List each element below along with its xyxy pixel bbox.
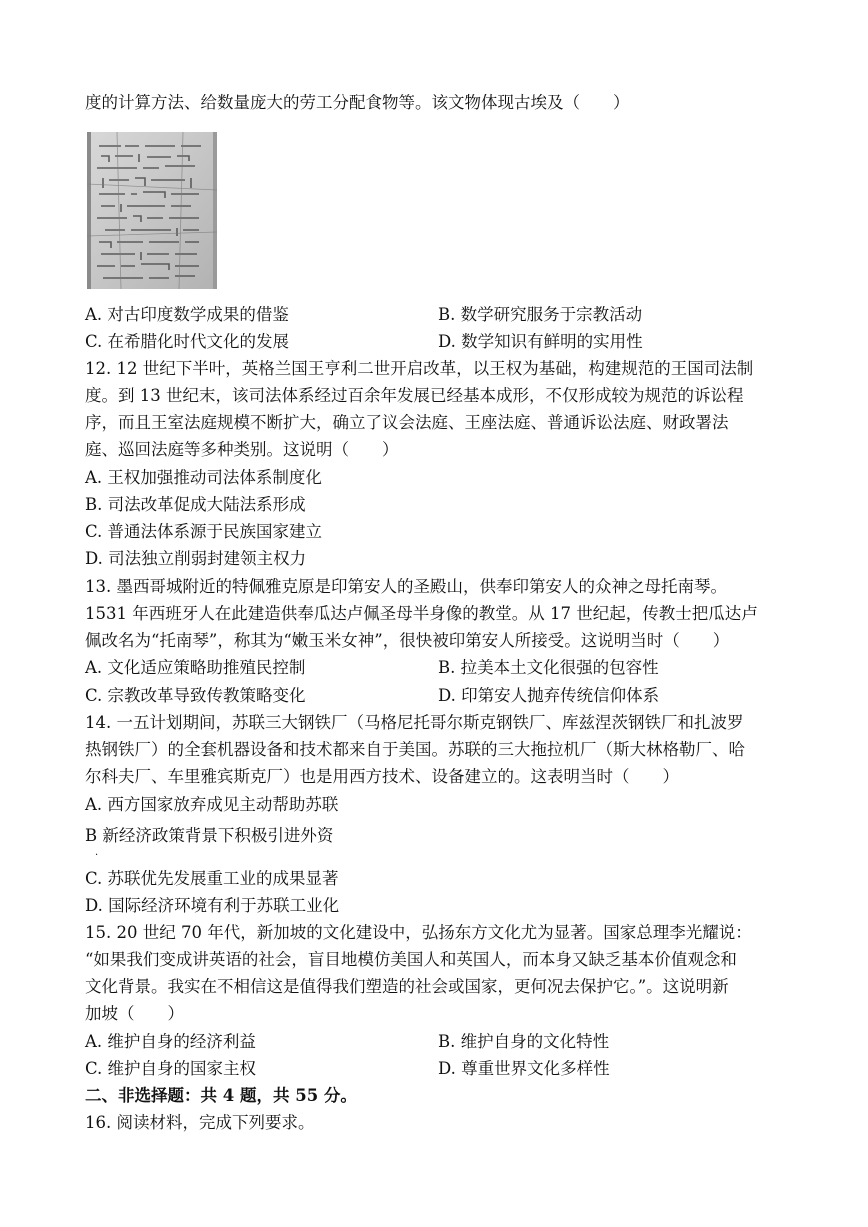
q12-option-b: B. 司法改革促成大陆法系形成 (85, 495, 306, 514)
q11-option-a: A. 对古印度数学成果的借鉴 (85, 305, 289, 324)
q13-option-b: B. 拉美本土文化很强的包容性 (438, 658, 659, 677)
q14-stem-line-1: 14. 一五计划期间，苏联三大钢铁厂（马格尼托哥尔斯克钢铁厂、库兹涅茨钢铁厂和扎波罗 (85, 713, 744, 732)
q12-option-a: A. 王权加强推动司法体系制度化 (85, 468, 322, 487)
q11-option-c: C. 在希腊化时代文化的发展 (85, 332, 290, 351)
q13-stem-line-3: 佩改名为“托南琴”，称其为“嫩玉米女神”，很快被印第安人所接受。这说明当时（ ） (85, 631, 730, 650)
q14-option-c: C. 苏联优先发展重工业的成果显著 (85, 869, 339, 888)
q13-stem-line-2: 1531 年西班牙人在此建造供奉瓜达卢佩圣母半身像的教堂。从 17 世纪起，传教士把瓜达卢 (85, 604, 758, 623)
q12-option-d: D. 司法独立削弱封建领主权力 (85, 549, 307, 568)
q14-option-b: B 新经济政策背景下积极引进外资 (85, 826, 334, 845)
q14-stem-line-2: 热钢铁厂）的全套机器设备和技术都来自于美国。苏联的三大拖拉机厂（斯大林格勒厂、哈 (85, 740, 745, 759)
q15-option-b: B. 维护自身的文化特性 (438, 1032, 610, 1051)
question-11-stem-end: 度的计算方法、给数量庞大的劳工分配食物等。该文物体现古埃及（ ） (85, 93, 630, 112)
q14-option-d: D. 国际经济环境有利于苏联工业化 (85, 896, 340, 915)
q12-option-c: C. 普通法体系源于民族国家建立 (85, 522, 323, 541)
q15-stem-line-3: 文化背景。我实在不相信这是值得我们塑造的社会或国家，更何况去保护它。”。这说明新 (85, 977, 729, 996)
q15-option-c: C. 维护自身的国家主权 (85, 1059, 257, 1078)
stray-dot: · (95, 850, 99, 861)
egyptian-papyrus-image (87, 132, 217, 289)
section-2-heading: 二、非选择题：共 4 题，共 55 分。 (85, 1086, 357, 1105)
q13-stem-line-1: 13. 墨西哥城附近的特佩雅克原是印第安人的圣殿山，供奉印第安人的众神之母托南琴。 (85, 577, 727, 596)
q16-stem: 16. 阅读材料，完成下列要求。 (85, 1113, 315, 1132)
q15-stem-line-4: 加坡（ ） (85, 1004, 184, 1023)
q15-option-a: A. 维护自身的经济利益 (85, 1032, 256, 1051)
q15-stem-line-2: “如果我们变成讲英语的社会，盲目地模仿美国人和英国人，而本身又缺乏基本价值观念和 (85, 950, 737, 969)
q15-stem-line-1: 15. 20 世纪 70 年代，新加坡的文化建设中，弘扬东方文化尤为显著。国家总理李光耀说： (85, 923, 752, 942)
q12-stem-line-3: 序，而且王室法庭规模不断扩大，确立了议会法庭、王座法庭、普通诉讼法庭、财政署法 (85, 413, 729, 432)
q12-stem-line-4: 庭、巡回法庭等多种类别。这说明（ ） (85, 440, 399, 459)
q13-option-a: A. 文化适应策略助推殖民控制 (85, 658, 306, 677)
q12-stem-line-1: 12. 12 世纪下半叶，英格兰国王亨利二世开启改革，以王权为基础，构建规范的王国司法制 (85, 359, 754, 378)
q12-stem-line-2: 度。到 13 世纪末，该司法体系经过百余年发展已经基本成形，不仅形成较为规范的诉讼程 (85, 386, 744, 405)
q11-option-d: D. 数学知识有鲜明的实用性 (438, 332, 643, 351)
q15-option-d: D. 尊重世界文化多样性 (438, 1059, 610, 1078)
q14-option-a: A. 西方国家放弃成见主动帮助苏联 (85, 795, 339, 814)
q13-option-c: C. 宗教改革导致传教策略变化 (85, 686, 306, 705)
q14-stem-line-3: 尔科夫厂、车里雅宾斯克厂）也是用西方技术、设备建立的。这表明当时（ ） (85, 767, 679, 786)
q11-option-b: B. 数学研究服务于宗教活动 (438, 305, 643, 324)
q13-option-d: D. 印第安人抛弃传统信仰体系 (438, 686, 660, 705)
